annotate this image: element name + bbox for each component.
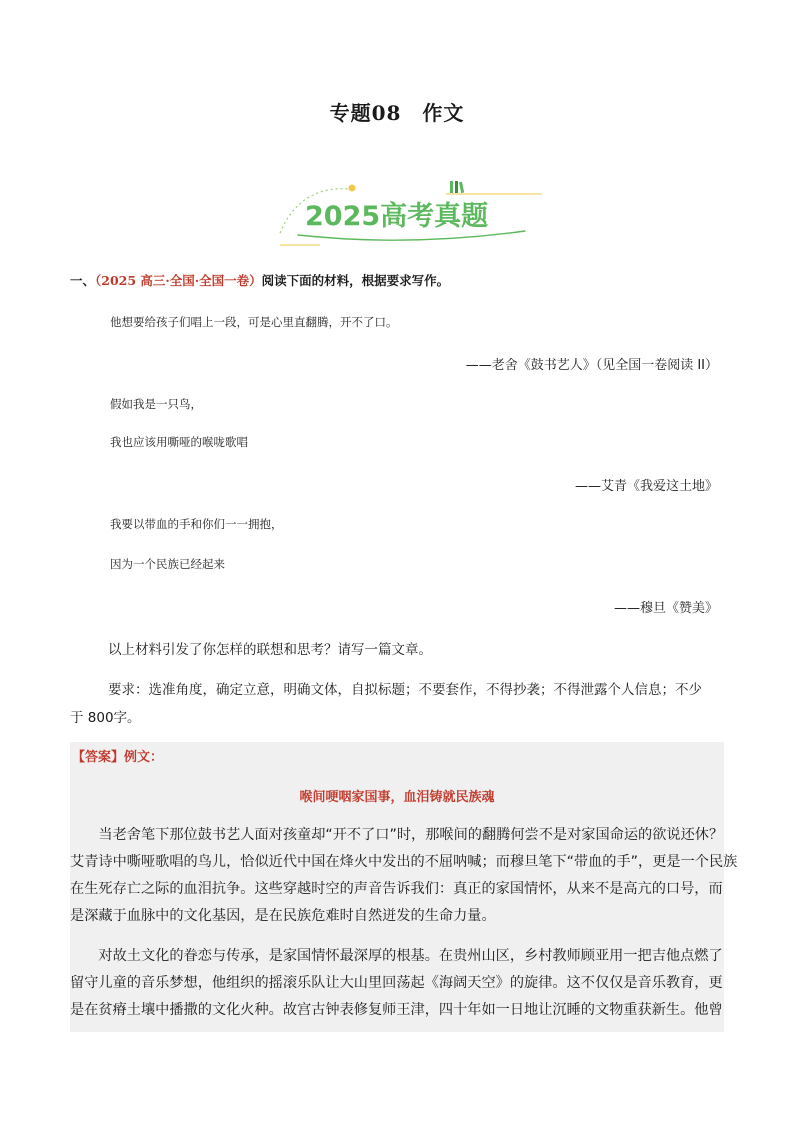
answer-label: 【答案】例文： xyxy=(72,750,164,765)
banner-title: 2025高考真题 xyxy=(305,201,489,232)
question-heading xyxy=(70,271,449,289)
essay-paragraph-2 xyxy=(70,943,724,1024)
essay-line: 是在贫瘠土壤中播撒的文化火种。故宫古钟表修复师王津，四十年如一日地让沉睡的文物重获新生。他曾 xyxy=(70,1002,723,1018)
page-title: 专题08 作文 xyxy=(329,101,465,125)
material-3-line-2: 因为一个民族已经起来 xyxy=(110,557,225,571)
question-instruction: 阅读下面的材料，根据要求写作。 xyxy=(261,273,450,288)
material-2-line-1: 假如我是一只鸟， xyxy=(110,397,202,411)
material-3-line-1: 我要以带血的手和你们一一拥抱， xyxy=(110,517,283,531)
essay-line: 对故土文化的眷恋与传承，是家国情怀最深厚的根基。在贵州山区，乡村教师顾亚用一把吉他点燃了 xyxy=(70,948,723,964)
essay-line: 留守儿童的音乐梦想，他组织的摇滚乐队让大山里回荡起《海阔天空》的旋律。这不仅仅是音乐教育，更 xyxy=(70,975,723,991)
requirements-line-2: 于 800字。 xyxy=(70,710,141,726)
essay-title: 喉间哽咽家国事，血泪铸就民族魂 xyxy=(299,790,495,805)
essay-line: 当老舍笔下那位鼓书艺人面对孩童却“开不了口”时，那喉间的翻腾何尝不是对家国命运的欲说还休？ xyxy=(70,827,724,843)
question-prefix: 一、 xyxy=(70,273,96,288)
material-3-attribution: ——穆旦《赞美》 xyxy=(613,601,718,616)
material-2-attribution: ——艾青《我爱这土地》 xyxy=(574,479,718,494)
material-1-line-1: 他想要给孩子们唱上一段，可是心里直翻腾，开不了口。 xyxy=(110,315,398,329)
material-1-attribution: ——老舍《鼓书艺人》（见全国一卷阅读 II） xyxy=(465,358,718,373)
writing-prompt: 以上材料引发了你怎样的联想和思考？请写一篇文章。 xyxy=(108,642,432,658)
essay-line: 在生死存亡之际的血泪抗争。这些穿越时空的声音告诉我们：真正的家国情怀，从来不是高亢的口号，而 xyxy=(70,881,723,897)
material-2-line-2: 我也应该用嘶哑的喉咙歌唱 xyxy=(110,435,248,449)
essay-paragraph-1 xyxy=(70,822,738,930)
requirements-line-1: 要求：选准角度，确定立意，明确文体，自拟标题；不要套作，不得抄袭；不得泄露个人信息；不少 xyxy=(108,682,702,698)
essay-line: 艾青诗中嘶哑歌唱的鸟儿，恰似近代中国在烽火中发出的不屈呐喊；而穆旦笔下“带血的手”，更是一个民族 xyxy=(70,854,738,870)
question-source: （2025 高三·全国·全国一卷） xyxy=(95,273,262,288)
essay-line: 是深藏于血脉中的文化基因，是在民族危难时自然迸发的生命力量。 xyxy=(70,908,496,924)
